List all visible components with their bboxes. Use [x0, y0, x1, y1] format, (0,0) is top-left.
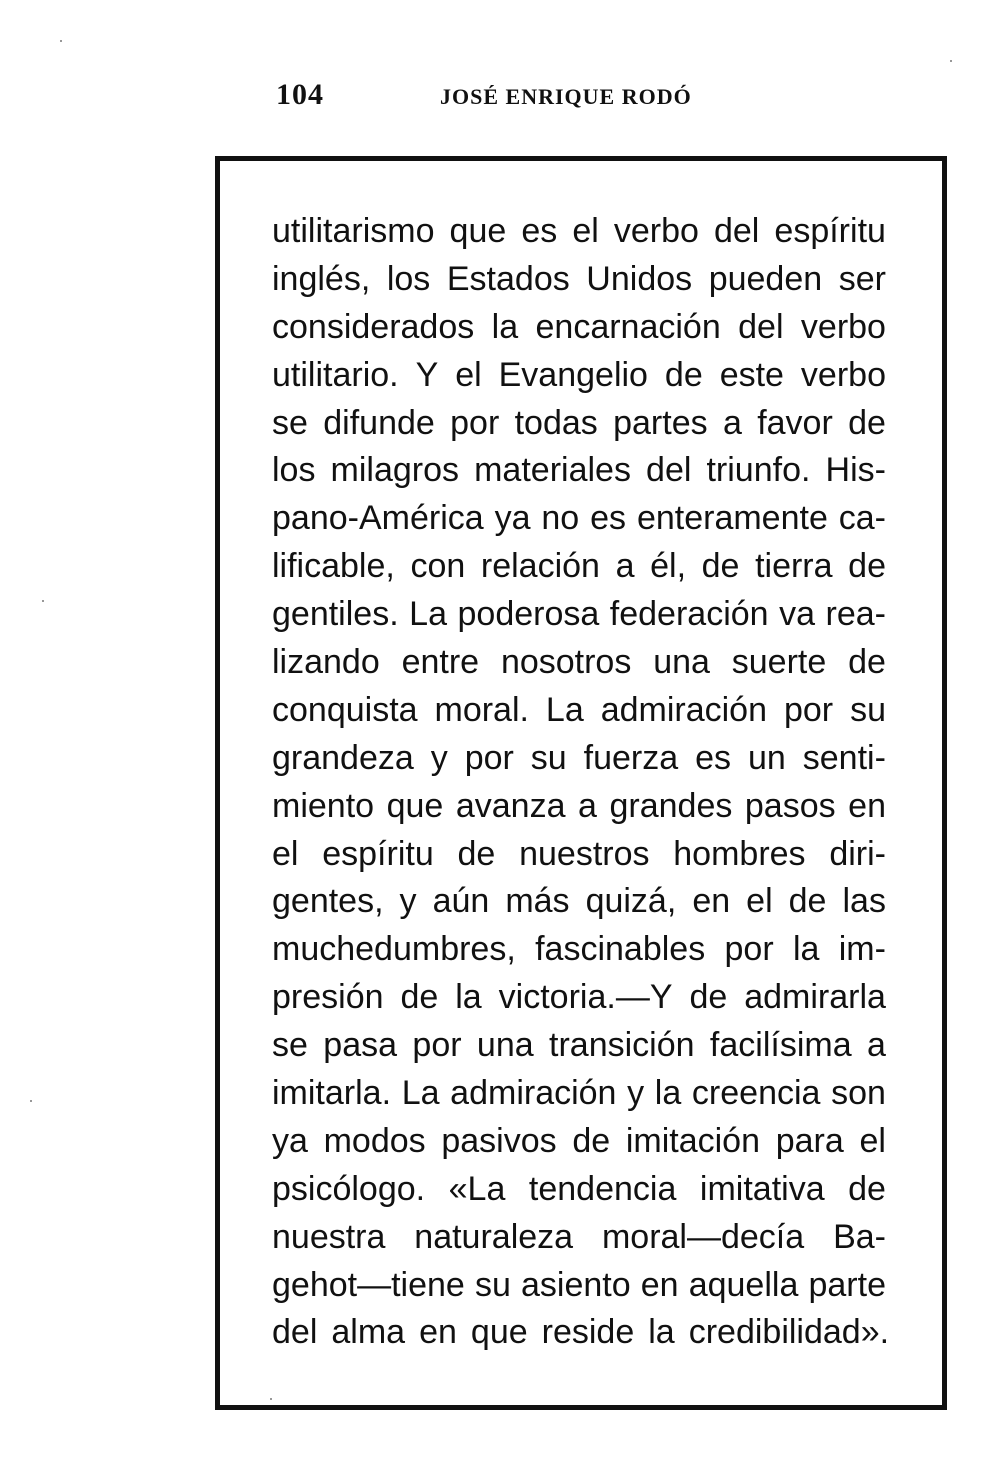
text-line: utilitario. Y el Evangelio de este verbo	[272, 355, 886, 394]
text-line: imitarla. La admiración y la creencia son	[272, 1074, 886, 1113]
text-line: se pasa por una transición facilísima a	[272, 1026, 886, 1065]
text-line: se difunde por todas partes a favor de	[272, 403, 886, 442]
text-line: los milagros materiales del triunfo. His-	[272, 451, 886, 490]
text-line: nuestra naturaleza moral—decía Ba-	[272, 1217, 886, 1256]
text-line: pano-América ya no es enteramente ca-	[272, 499, 886, 538]
scan-speck	[270, 1398, 272, 1400]
text-line: ya modos pasivos de imitación para el	[272, 1121, 886, 1160]
text-line: considerados la encarnación del verbo	[272, 307, 886, 346]
text-line: psicólogo. «La tendencia imitativa de	[272, 1169, 886, 1208]
text-line: el espíritu de nuestros hombres diri-	[272, 834, 886, 873]
text-line: gentes, y aún más quizá, en el de las	[272, 882, 886, 921]
text-line: presión de la victoria.—Y de admirarla	[272, 978, 886, 1017]
text-line: gentiles. La poderosa federación va rea-	[272, 595, 886, 634]
scan-speck	[42, 600, 44, 602]
scan-speck	[30, 1100, 32, 1102]
text-line: conquista moral. La admiración por su	[272, 690, 886, 729]
page-header	[268, 78, 768, 118]
text-line: lificable, con relación a él, de tierra de	[272, 547, 886, 586]
text-line: gehot—tiene su asiento en aquella parte	[272, 1265, 886, 1304]
text-line: inglés, los Estados Unidos pueden ser	[272, 259, 886, 298]
text-line: muchedumbres, fascinables por la im-	[272, 930, 886, 969]
text-line: del alma en que reside la credibilidad».	[272, 1313, 890, 1352]
body-paragraph	[272, 208, 890, 1357]
scan-speck	[950, 60, 952, 62]
text-line: grandeza y por su fuerza es un senti-	[272, 738, 886, 777]
text-line: lizando entre nosotros una suerte de	[272, 643, 886, 682]
page-number: 104	[276, 78, 324, 111]
running-title: JOSÉ ENRIQUE RODÓ	[440, 84, 692, 109]
scan-speck	[60, 40, 62, 42]
text-line: miento que avanza a grandes pasos en	[272, 786, 886, 825]
text-line: utilitarismo que es el verbo del espíritu	[272, 212, 886, 250]
